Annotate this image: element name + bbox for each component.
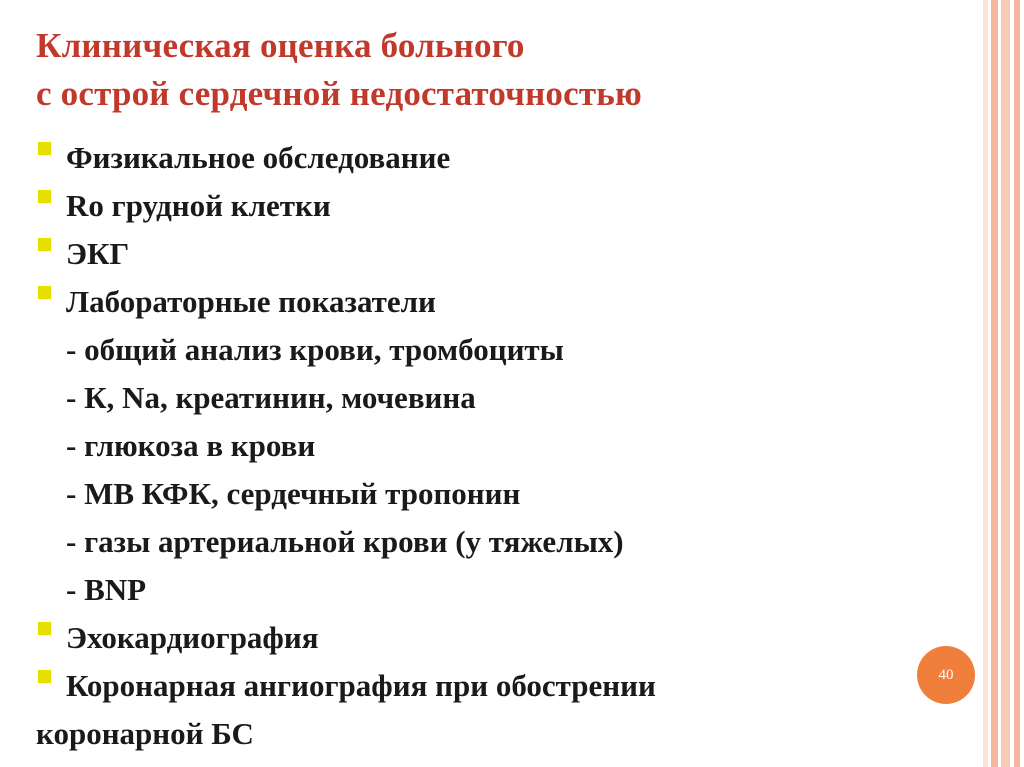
item-text: ЭКГ (66, 236, 130, 271)
bullet-square-icon (38, 622, 51, 635)
continuation-line (36, 710, 966, 758)
stripe (1014, 0, 1020, 767)
item-text: - газы артериальной крови (у тяжелых) (66, 524, 624, 559)
item-text: - К, Na, креатинин, мочевина (66, 380, 476, 415)
sub-item (36, 518, 966, 566)
bullet-square-icon (38, 670, 51, 683)
item-text: - МВ КФК, сердечный тропонин (66, 476, 521, 511)
slide-title (36, 22, 976, 118)
stripe (983, 0, 988, 767)
item-text: коронарной БС (36, 716, 254, 751)
item-text: Коронарная ангиография при обострении (66, 668, 656, 703)
sub-item (36, 470, 966, 518)
bullet-item (36, 278, 966, 326)
bullet-square-icon (38, 190, 51, 203)
sub-item (36, 374, 966, 422)
stripe (1001, 0, 1010, 767)
sub-item (36, 326, 966, 374)
title-line: с острой сердечной недостаточностью (36, 74, 642, 113)
item-text: - глюкоза в крови (66, 428, 316, 463)
item-text: Физикальное обследование (66, 140, 451, 175)
item-text: Лабораторные показатели (66, 284, 436, 319)
decorative-stripes (980, 0, 1024, 767)
stripe (991, 0, 998, 767)
page-number-badge: 40 (917, 646, 975, 704)
sub-item (36, 422, 966, 470)
title-line: Клиническая оценка больного (36, 26, 525, 65)
bullet-square-icon (38, 286, 51, 299)
item-text: - BNP (66, 572, 147, 607)
bullet-square-icon (38, 142, 51, 155)
content-list (36, 134, 966, 758)
bullet-item (36, 230, 966, 278)
bullet-item (36, 134, 966, 182)
bullet-item (36, 662, 966, 710)
bullet-square-icon (38, 238, 51, 251)
bullet-item (36, 182, 966, 230)
bullet-item (36, 614, 966, 662)
sub-item (36, 566, 966, 614)
item-text: Эхокардиография (66, 620, 319, 655)
item-text: - общий анализ крови, тромбоциты (66, 332, 564, 367)
item-text: Ro грудной клетки (66, 188, 331, 223)
